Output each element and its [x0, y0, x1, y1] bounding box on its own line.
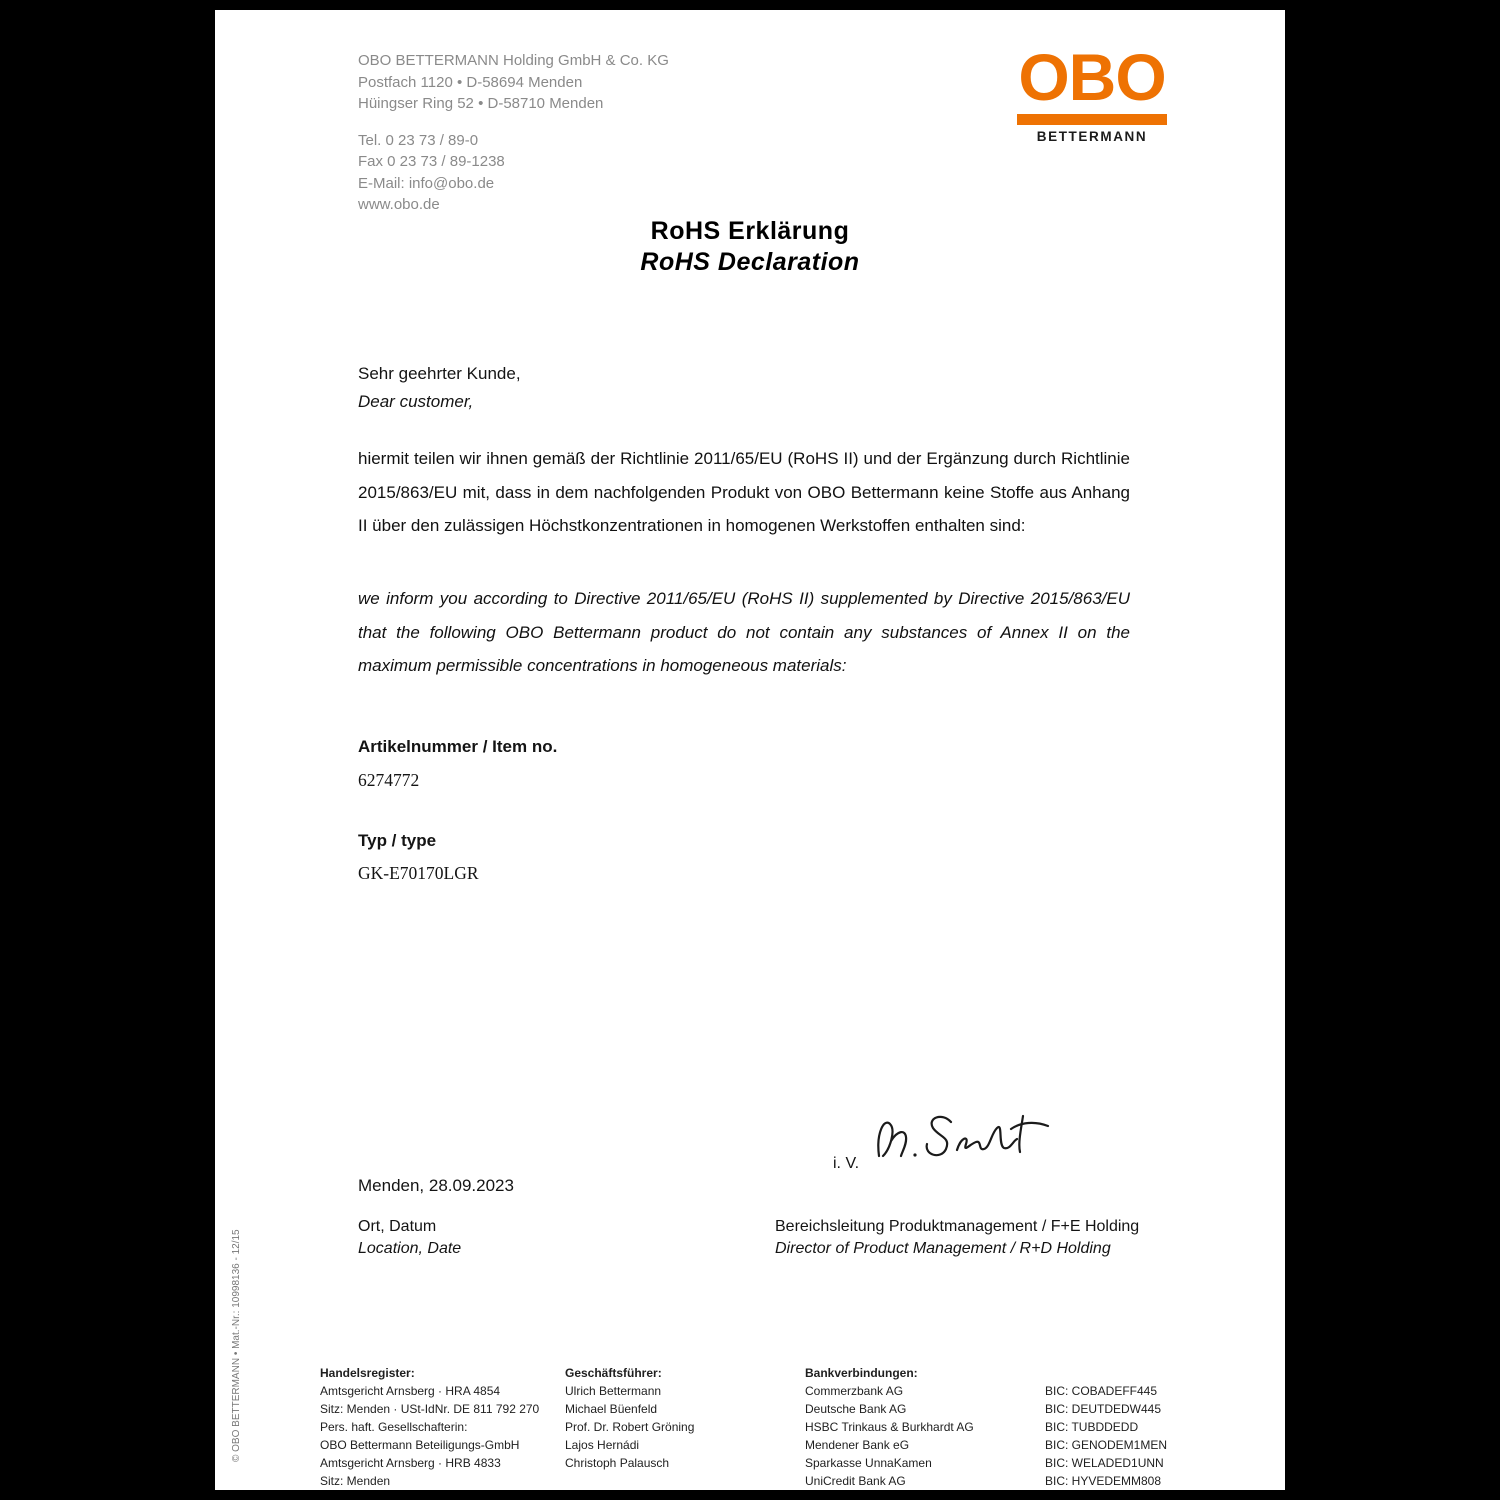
signer-role-english: Director of Product Management / R+D Holding [775, 1240, 1111, 1257]
obo-logo-bar [1017, 114, 1167, 125]
declaration-paragraph-german: hiermit teilen wir ihnen gemäß der Richtlinie 2011/65/EU (RoHS II) und der Ergänzung durch Richtlinie 2015/863/EU mit, dass in dem nachfolgenden Produkt von OBO Bettermann keine Stoffe aus Anhang II über den zulässigen Höchstkonzentrationen in homogenen Werkstoffen enthalten sind: [358, 449, 1130, 535]
footer-management [565, 1364, 694, 1472]
obo-logo-subtext: BETTERMANN [1036, 128, 1148, 144]
obo-bettermann-logo [1017, 40, 1167, 144]
footer-bank-line: Commerzbank AG [805, 1384, 904, 1398]
sender-phone: Tel. 0 23 73 / 89-0 [358, 131, 479, 149]
title-english: RoHS Declaration [640, 248, 860, 276]
footer-register-line: Amtsgericht Arnsberg · HRB 4833 [320, 1456, 501, 1470]
document-title [215, 216, 1285, 278]
type-label: Typ / type [358, 831, 437, 850]
footer-register-title: Handelsregister: [320, 1366, 415, 1380]
sender-postbox: Postfach 1120 • D-58694 Menden [358, 73, 583, 91]
signature-prefix: i. V. [833, 1155, 860, 1172]
footer-bics [1045, 1382, 1167, 1490]
footer-bic-line: BIC: COBADEFF445 [1045, 1384, 1158, 1398]
footer-bic-line: BIC: DEUTDEDW445 [1045, 1402, 1162, 1416]
footer-register-line: Amtsgericht Arnsberg · HRA 4854 [320, 1384, 501, 1398]
footer-bank-line: Sparkasse UnnaKamen [805, 1456, 932, 1470]
greeting-german: Sehr geehrter Kunde, [358, 364, 521, 383]
footer-register-line: OBO Bettermann Beteiligungs-GmbH [320, 1438, 520, 1452]
sender-company: OBO BETTERMANN Holding GmbH & Co. KG [358, 52, 669, 69]
item-number-value: 6274772 [358, 770, 420, 790]
footer-management-title: Geschäftsführer: [565, 1366, 662, 1380]
footer-register-line: Sitz: Menden [320, 1474, 391, 1488]
sender-website: www.obo.de [358, 196, 440, 213]
sender-fax: Fax 0 23 73 / 89-1238 [358, 153, 505, 170]
sender-street: Hüingser Ring 52 • D-58710 Menden [358, 95, 604, 112]
date-label-block [358, 1216, 461, 1260]
material-number-side-note: © OBO BETTERMANN • Mat.-Nr.: 10998136 - 12/15 [231, 1229, 242, 1462]
footer-banks-title: Bankverbindungen: [805, 1366, 918, 1380]
place-and-date: Menden, 28.09.2023 [358, 1176, 514, 1195]
footer-bank-line: Deutsche Bank AG [805, 1402, 907, 1416]
sender-address-block [358, 50, 669, 216]
title-german: RoHS Erklärung [650, 217, 850, 245]
footer-bank-line: HSBC Trinkaus & Burkhardt AG [805, 1420, 974, 1434]
sender-email: E-Mail: info@obo.de [358, 174, 495, 192]
date-label-german: Ort, Datum [358, 1218, 437, 1235]
footer-register-line: Sitz: Menden · USt-IdNr. DE 811 792 270 [320, 1402, 540, 1416]
footer-management-line: Michael Büenfeld [565, 1402, 658, 1416]
greeting-block [358, 360, 521, 416]
footer-management-line: Lajos Hernádi [565, 1438, 640, 1452]
footer-management-line: Christoph Palausch [565, 1456, 670, 1470]
date-label-english: Location, Date [358, 1240, 462, 1257]
signer-role-german: Bereichsleitung Produktmanagement / F+E Holding [775, 1218, 1140, 1235]
item-number-label: Artikelnummer / Item no. [358, 737, 558, 756]
rohs-declaration-page [215, 10, 1285, 1490]
greeting-english: Dear customer, [358, 392, 474, 411]
footer-bic-line: BIC: WELADED1UNN [1045, 1456, 1164, 1470]
declaration-paragraph-english: we inform you according to Directive 2011/65/EU (RoHS II) supplemented by Directive 2015/863/EU that the following OBO Bettermann product do not contain any substances of Annex II on the maximum permissible concentrations in homogeneous materials: [358, 589, 1130, 675]
footer-management-line: Ulrich Bettermann [565, 1384, 662, 1398]
obo-wordmark: OBO [1018, 40, 1166, 114]
footer-management-line: Prof. Dr. Robert Gröning [565, 1420, 695, 1434]
footer-bic-line: BIC: GENODEM1MEN [1045, 1438, 1168, 1452]
footer-bank-line: Mendener Bank eG [805, 1438, 910, 1452]
signer-role-block [775, 1216, 1139, 1260]
signature-svg [867, 1106, 1057, 1176]
footer-register-line: Pers. haft. Gesellschafterin: [320, 1420, 468, 1434]
footer-bic-line: BIC: HYVEDEMM808 [1045, 1474, 1162, 1488]
footer-banks [805, 1364, 974, 1490]
type-value: GK-E70170LGR [358, 863, 479, 883]
footer-bank-line: UniCredit Bank AG [805, 1474, 906, 1488]
sender-spacer [358, 115, 669, 130]
footer-bic-line: BIC: TUBDDEDD [1045, 1420, 1139, 1434]
signature-image [867, 1106, 1057, 1181]
footer-commercial-register [320, 1364, 539, 1490]
